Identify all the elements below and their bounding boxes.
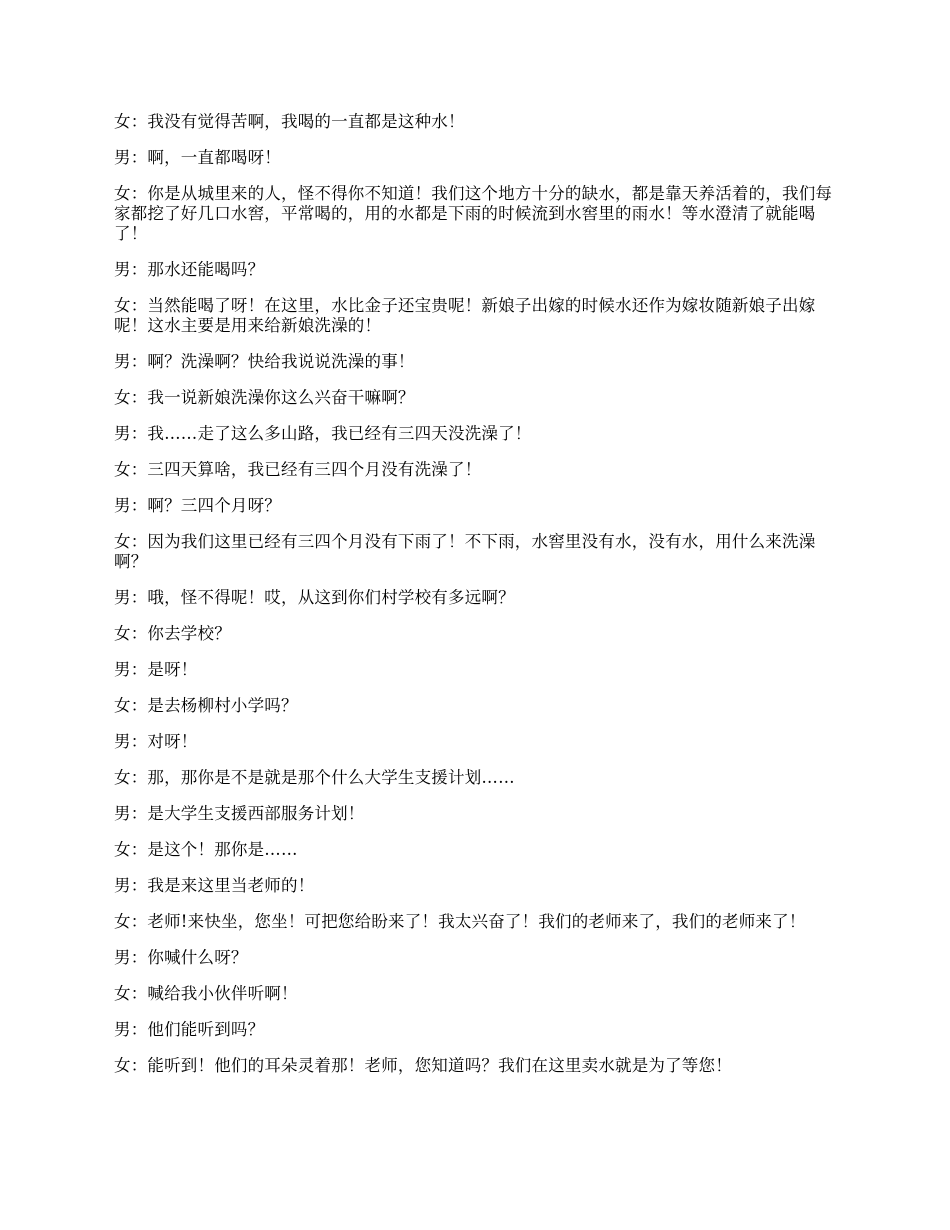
dialogue-line: 男：啊？洗澡啊？快给我说说洗澡的事！ — [114, 352, 415, 371]
dialogue-line: 男：哦，怪不得呢！哎，从这到你们村学校有多远啊？ — [114, 588, 515, 607]
dialogue-line: 女：我一说新娘洗澡你这么兴奋干嘛啊？ — [114, 388, 415, 407]
dialogue-line: 女：因为我们这里已经有三四个月没有下雨了！不下雨，水窖里没有水，没有水，用什么来洗澡啊？ — [114, 532, 816, 571]
dialogue-line: 男：啊？三四个月呀？ — [114, 496, 281, 515]
dialogue-line: 女：能听到！他们的耳朵灵着那！老师，您知道吗？我们在这里卖水就是为了等您！ — [114, 1056, 732, 1075]
dialogue-line: 女：三四天算啥，我已经有三四个月没有洗澡了！ — [114, 460, 482, 479]
dialogue-line: 男：我是来这里当老师的！ — [114, 876, 315, 895]
dialogue-line: 男：是呀！ — [114, 660, 198, 679]
dialogue-line: 女：是这个！那你是…… — [114, 840, 298, 859]
dialogue-body — [114, 112, 838, 1076]
dialogue-line: 男：是大学生支援西部服务计划！ — [114, 804, 365, 823]
dialogue-line: 男：我……走了这么多山路，我已经有三四天没洗澡了！ — [114, 424, 532, 443]
dialogue-line: 女：当然能喝了呀！在这里，水比金子还宝贵呢！新娘子出嫁的时候水还作为嫁妆随新娘子出嫁呢！这水主要是用来给新娘洗澡的！ — [114, 296, 816, 335]
dialogue-line: 女：老师!来快坐，您坐！可把您给盼来了！我太兴奋了！我们的老师来了，我们的老师来了！ — [114, 912, 806, 931]
dialogue-line: 女：是去杨柳村小学吗？ — [114, 696, 298, 715]
dialogue-line: 女：喊给我小伙伴听啊！ — [114, 984, 298, 1003]
dialogue-line: 女：我没有觉得苦啊，我喝的一直都是这种水！ — [114, 112, 465, 131]
dialogue-line: 女：你是从城里来的人，怪不得你不知道！我们这个地方十分的缺水，都是靠天养活着的，我们每家都挖了好几口水窖，平常喝的，用的水都是下雨的时候流到水窖里的雨水！等水澄清了就能喝了！ — [114, 184, 833, 243]
dialogue-line: 男：他们能听到吗？ — [114, 1020, 265, 1039]
dialogue-line: 男：对呀！ — [114, 732, 198, 751]
dialogue-line: 女：你去学校？ — [114, 624, 231, 643]
dialogue-line: 女：那，那你是不是就是那个什么大学生支援计划…… — [114, 768, 515, 787]
dialogue-line: 男：啊，一直都喝呀！ — [114, 148, 281, 167]
dialogue-line: 男：那水还能喝吗？ — [114, 260, 265, 279]
dialogue-line: 男：你喊什么呀？ — [114, 948, 248, 967]
